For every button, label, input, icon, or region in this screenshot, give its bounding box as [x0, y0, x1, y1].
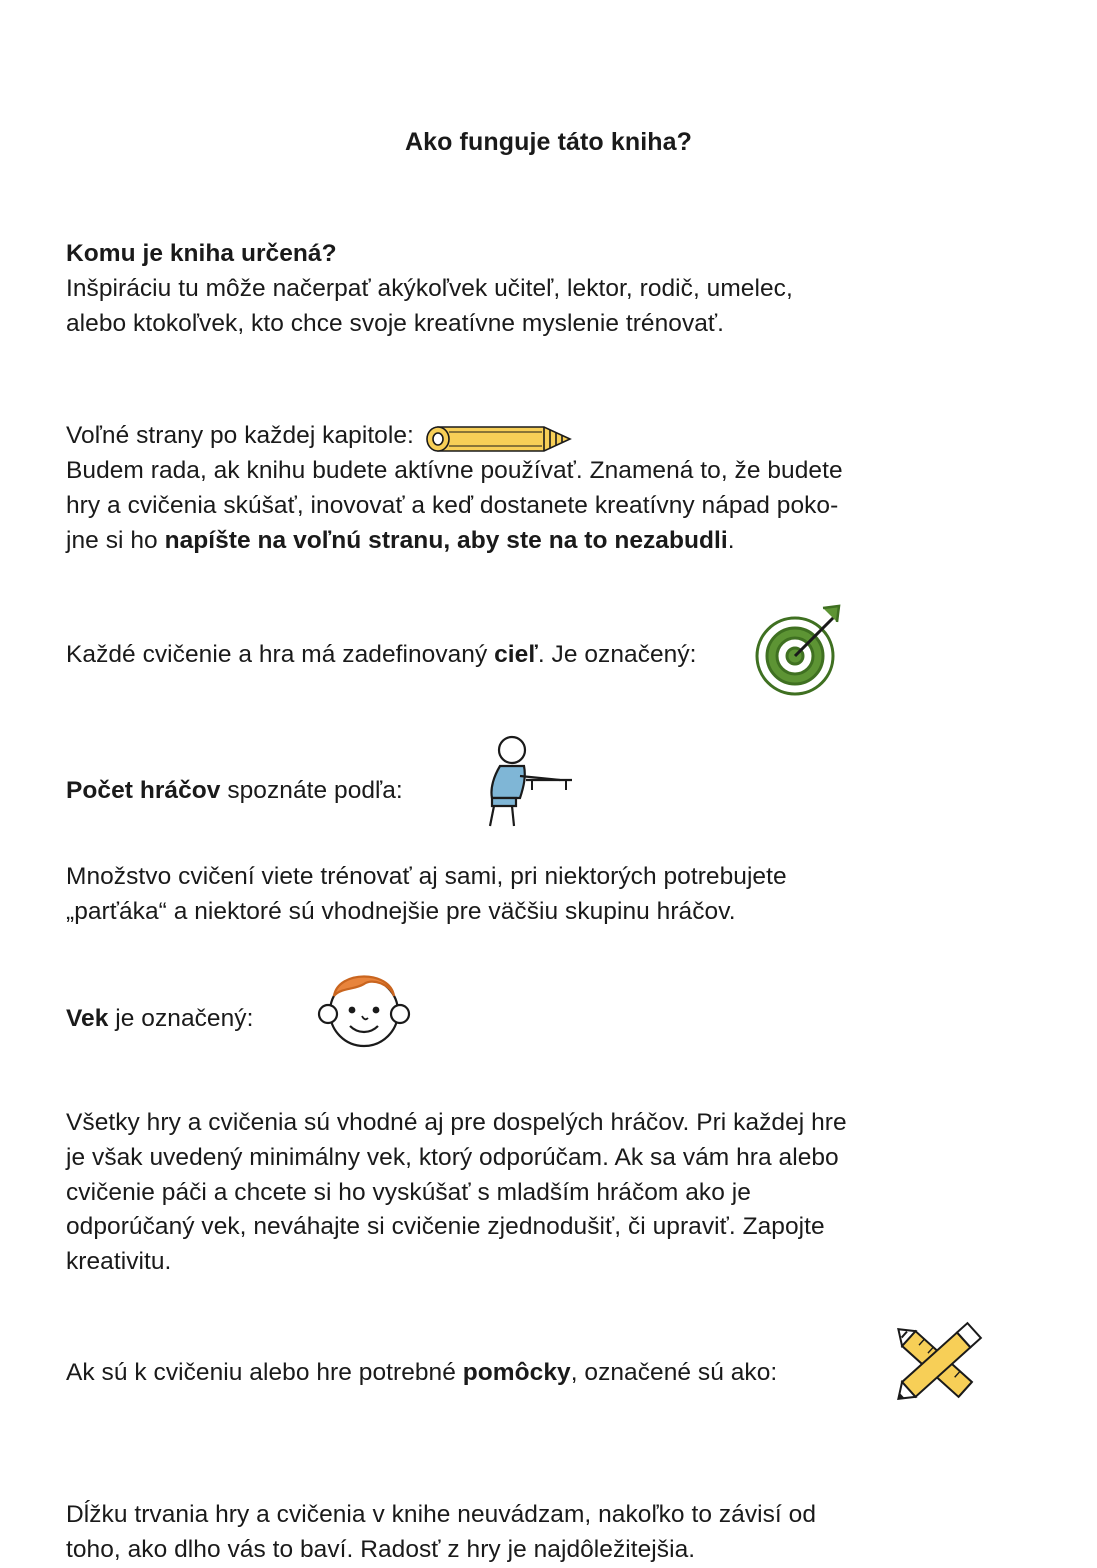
age-text-line-4: odporúčaný vek, neváhajte si cvičenie zjednodušiť, či upraviť. Zapojte	[66, 1213, 825, 1241]
audience-line-1: Inšpiráciu tu môže načerpať akýkoľvek učiteľ, lektor, rodič, umelec,	[66, 274, 793, 302]
age-text-line-2: je však uvedený minimálny vek, ktorý odporúčam. Ak sa vám hra alebo	[66, 1143, 839, 1171]
pencil-ruler-icon	[881, 1314, 993, 1414]
blank-pages-lead: Voľné strany po každej kapitole:	[66, 422, 414, 450]
page-title: Ako funguje táto kniha?	[404, 128, 693, 156]
blank-pages-line-3	[66, 524, 1031, 559]
section-goal	[66, 638, 1031, 700]
section-tools	[66, 1356, 1031, 1416]
age-post: je označený:	[108, 1005, 254, 1033]
section-players	[66, 774, 1031, 834]
section-duration	[66, 1498, 1031, 1568]
goal-line	[66, 638, 1031, 673]
child-face-icon	[306, 954, 422, 1060]
age-text-line-5: kreativitu.	[66, 1248, 172, 1276]
blank-pages-lead-line	[66, 419, 1031, 454]
section-age-text	[66, 1106, 1031, 1280]
players-bold: Počet hráčov	[66, 777, 221, 805]
goal-post: . Je označený:	[537, 641, 697, 669]
pencil-icon	[424, 422, 572, 456]
audience-line-2: alebo ktokoľvek, kto chce svoje kreatívne myslenie trénovať.	[66, 309, 725, 337]
age-line	[66, 1002, 1031, 1037]
section-age	[66, 1002, 1031, 1062]
goal-pre: Každé cvičenie a hra má zadefinovaný	[66, 641, 495, 669]
players-post: spoznáte podľa:	[220, 777, 403, 805]
age-bold: Vek	[66, 1005, 109, 1033]
person-at-desk-icon	[476, 732, 586, 832]
tools-bold: pomôcky	[462, 1358, 571, 1386]
duration-line-2: toho, ako dlho vás to baví. Radosť z hry je najdôležitejšia.	[66, 1535, 696, 1563]
target-icon	[745, 598, 849, 702]
players-text-line-2: „parťáka“ a niektoré sú vhodnejšie pre väčšiu skupinu hráčov.	[66, 898, 736, 926]
blank-pages-line-3-pre: jne si ho	[66, 526, 165, 554]
blank-pages-line-2: hry a cvičenia skúšať, inovovať a keď dostanete kreatívny nápad poko-	[66, 491, 839, 519]
audience-heading: Komu je kniha určená?	[66, 240, 337, 267]
duration-line-1: Dĺžku trvania hry a cvičenia v knihe neuvádzam, nakoľko to závisí od	[66, 1500, 816, 1528]
blank-pages-line-3-post: .	[727, 526, 735, 554]
tools-pre: Ak sú k cvičeniu alebo hre potrebné	[66, 1358, 463, 1386]
goal-bold: cieľ	[494, 641, 538, 669]
section-audience	[66, 237, 1031, 341]
tools-post: , označené sú ako:	[570, 1358, 778, 1386]
blank-pages-line-3-bold: napíšte na voľnú stranu, aby ste na to nezabudli	[164, 526, 728, 554]
players-text-line-1: Množstvo cvičení viete trénovať aj sami, pri niektorých potrebujete	[66, 863, 787, 891]
age-text-line-3: cvičenie páči a chcete si ho vyskúšať s mladším hráčom ako je	[66, 1178, 751, 1206]
blank-pages-line-1: Budem rada, ak knihu budete aktívne používať. Znamená to, že budete	[66, 457, 843, 485]
age-text-line-1: Všetky hry a cvičenia sú vhodné aj pre dospelých hráčov. Pri každej hre	[66, 1109, 847, 1137]
section-players-text	[66, 860, 1031, 930]
section-blank-pages	[66, 419, 1031, 558]
